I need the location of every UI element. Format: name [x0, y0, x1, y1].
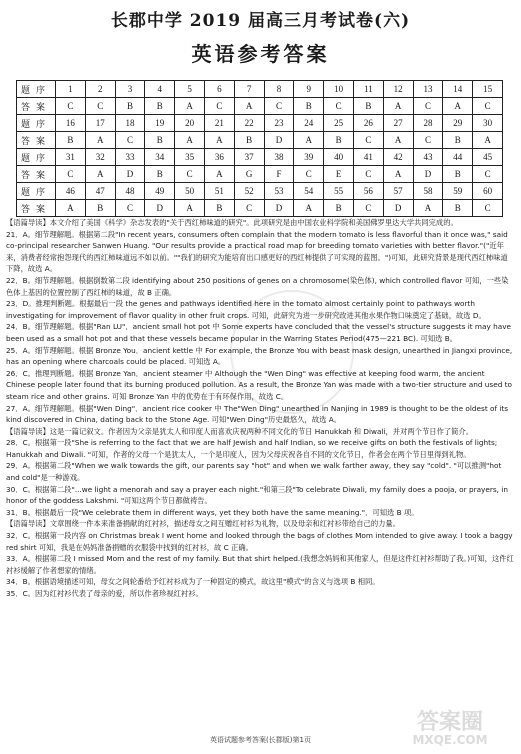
answer-letter: C: [204, 98, 234, 115]
answer-letter: A: [85, 166, 115, 183]
question-number: 17: [85, 115, 115, 132]
question-number: 41: [353, 149, 383, 166]
answer-letter: A: [204, 132, 234, 149]
question-number: 19: [145, 115, 175, 132]
question-number: 51: [204, 183, 234, 200]
logo-text: 答案圈: [416, 710, 483, 735]
answer-letter: C: [353, 166, 383, 183]
answer-letter: A: [85, 132, 115, 149]
answer-letter: D: [115, 166, 145, 183]
question-number: 59: [443, 183, 473, 200]
explanation-paragraph: 32．C。根据第一段内容 on Christmas break I went home and looked through the bags of clothes Mom intended to give away. I took a baggy red shirt 可知，我是在妈妈准备捐赠的衣服袋中找到的红衬衫，故 C 正确。: [6, 531, 513, 552]
answer-letter: G: [234, 166, 264, 183]
explanation-paragraph: 29．A。根据第二段"When we walk towards the gift, our parents say "hot" and when we walk farther away, they say "cold". "可以推测"hot and cold"是一种游戏。: [6, 461, 502, 483]
explanation-paragraph: 24．B。细节理解题。根据"Ran LU"．ancient small hot pot 中 Some experts have concluded that the vessel's structure suggests it may have been used as a small hot pot and that these vessels became popular in the Warring States Period(475—221 BC). 可知选 B。: [6, 322, 512, 343]
answer-letter: B: [204, 200, 234, 217]
row-label: 答案: [17, 166, 56, 183]
question-number: 50: [175, 183, 205, 200]
question-number: 38: [264, 149, 294, 166]
answer-letter: D: [413, 166, 443, 183]
answer-letter: B: [353, 98, 383, 115]
explanation-paragraph: 【语篇导读】这是一篇记叙文。作者因为父亲是犹太人和印度人而喜欢庆祝两种不同文化的节日 Hanukkah 和 Diwali，并对两个节日作了简介。: [6, 426, 474, 436]
answer-key-heading: 英语参考答案: [191, 42, 330, 66]
question-number: 39: [294, 149, 324, 166]
question-number: 27: [383, 115, 413, 132]
answer-letter: B: [324, 200, 354, 217]
answer-letter: F: [264, 166, 294, 183]
question-number: 20: [175, 115, 205, 132]
question-number: 2: [85, 81, 115, 98]
question-number: 30: [473, 115, 503, 132]
explanation-paragraph: 22．B。细节理解题。根据倒数第二段 identifying about 250 positions of genes on a chromosome(染色体), which controlled flavor 可知，一些染色体上基因的位置控制了西红柿的味道，故 B 正确。: [6, 275, 509, 297]
question-number: 18: [115, 115, 145, 132]
answer-letter: B: [443, 200, 473, 217]
question-number: 9: [294, 81, 324, 98]
answer-letter: A: [204, 166, 234, 183]
question-number: 13: [413, 81, 443, 98]
row-label: 题序: [17, 81, 56, 98]
answer-letter: B: [145, 166, 175, 183]
answer-letter: C: [264, 98, 294, 115]
answer-letter: C: [413, 132, 443, 149]
explanation-paragraph: 28．C。根据第一段"She is referring to the fact that we are half Jewish and half Indian, so we receive gifts on both the festivals of lights; Hanukkah and Diwali. "可知，作者的父母一个是犹太人，一个是印度人，因为父母庆祝各自不同的文化节日，作者会在两个节日里得到礼物。: [6, 438, 498, 459]
answer-letter: B: [115, 98, 145, 115]
page-footer: 英语试题参考答案(长郡版)第1页: [210, 736, 311, 744]
question-number: 45: [473, 149, 503, 166]
answer-letter: C: [413, 98, 443, 115]
question-number-row: [17, 149, 503, 166]
question-number: 48: [115, 183, 145, 200]
row-label: 题序: [17, 183, 56, 200]
question-number: 55: [324, 183, 354, 200]
question-number: 5: [175, 81, 205, 98]
answer-letter: B: [234, 132, 264, 149]
answer-letter: B: [56, 132, 86, 149]
answer-letter: C: [473, 166, 503, 183]
answer-letter: B: [85, 200, 115, 217]
question-number: 35: [175, 149, 205, 166]
answer-letter: A: [383, 166, 413, 183]
question-number: 25: [324, 115, 354, 132]
row-label: 题序: [17, 115, 56, 132]
explanation-paragraph: 26．C。推理判断题。根据 Bronze Yan．ancient steamer 中 Although the "Wen Ding" was effective at keeping food warm, the ancient Chinese people later found that its burning produced pollution. As a result, the Bronze Yan was made with a two-tier structure and used to steam rice and other grains. 可知 Bronze Yan 中的优势在于有环保作用，故选 C。: [6, 368, 512, 401]
question-number: 28: [413, 115, 443, 132]
answer-letter: A: [383, 132, 413, 149]
question-number: 44: [443, 149, 473, 166]
answer-letter: B: [443, 132, 473, 149]
answer-letter: D: [264, 132, 294, 149]
answer-letter: C: [85, 98, 115, 115]
explanation-paragraph: 35．C。因为红衬衫代表了母亲的爱，所以作者珍视红衬衫。: [6, 589, 203, 598]
question-number: 14: [443, 81, 473, 98]
question-number: 52: [234, 183, 264, 200]
question-number: 6: [204, 81, 234, 98]
answer-letter: C: [234, 200, 264, 217]
answer-letter: A: [175, 200, 205, 217]
answer-letter: C: [473, 98, 503, 115]
explanation-paragraph: 21．A。细节理解题。根据第二段"In recent years, consumers often complain that the modern tomato is less flavorful than it once was," said co-principal researcher Sanwen Huang. "Our results provide a practical road map for breeding tomato varieties with better flavor."("近年来，消费者经常抱怨现代的西红柿味道远不如以前。""我们的研究为能培育出口感更好的西红柿提供了可实现的蓝图。")可知，此研究背景是现代西红柿味道下降，故选 A。: [6, 229, 508, 274]
question-number: 42: [383, 149, 413, 166]
answer-row: [17, 166, 503, 183]
answer-letter: A: [234, 98, 264, 115]
row-label: 题序: [17, 149, 56, 166]
question-number: 37: [234, 149, 264, 166]
answer-letter: A: [383, 98, 413, 115]
answer-letter: D: [145, 200, 175, 217]
answer-letter: B: [324, 132, 354, 149]
answer-letter: B: [294, 98, 324, 115]
answer-table: [16, 80, 503, 217]
explanation-paragraph: 23．D。推理判断题。根据最后一段 the genes and pathways identified here in the tomato almost certainly point to pathways worth investigating for improvement of flavor quality in other fruit crops. 可知，此研究为进一步研究改进其他水果作物口味奠定了基础，故选 D。: [6, 299, 486, 320]
question-number: 32: [85, 149, 115, 166]
answer-letter: A: [294, 132, 324, 149]
question-number: 4: [145, 81, 175, 98]
row-label: 答案: [17, 132, 56, 149]
row-label: 答案: [17, 200, 56, 217]
question-number: 7: [234, 81, 264, 98]
answer-letter: C: [473, 200, 503, 217]
question-number: 3: [115, 81, 145, 98]
explanation-paragraph: 【语篇导读】本文介绍了美国《科学》杂志发表的"关于西红柿味道的研究"。此项研究是由中国农业科学院和美国佛罗里达大学共同完成的。: [6, 218, 458, 227]
site-logo-watermark: [385, 712, 515, 748]
question-number-row: [17, 183, 503, 200]
answer-letter: B: [443, 166, 473, 183]
question-number: 36: [204, 149, 234, 166]
answer-letter: A: [413, 200, 443, 217]
answer-letter: E: [324, 166, 354, 183]
explanation-paragraph: 25．A。细节理解题。根据 Bronze You．ancient kettle 中 For example, the Bronze You with beast mask design, unearthed in Jiangxi province, has an opening where charcoals could be placed. 可知选 A。: [6, 345, 513, 367]
answer-row: [17, 200, 503, 217]
answer-letter: C: [175, 166, 205, 183]
question-number: 12: [383, 81, 413, 98]
question-number: 1: [56, 81, 86, 98]
answer-row: [17, 132, 503, 149]
question-number: 23: [264, 115, 294, 132]
question-number: 40: [324, 149, 354, 166]
question-number: 58: [413, 183, 443, 200]
answer-letter: C: [56, 98, 86, 115]
question-number: 31: [56, 149, 86, 166]
answer-letter: B: [145, 98, 175, 115]
question-number: 26: [353, 115, 383, 132]
explanation-paragraph: 34．B。根据语境描述可知，母女之间轮番给予红衬衫成为了一种固定的模式，故这里"模式"的含义与选项 B 相同。: [6, 577, 380, 587]
question-number: 8: [264, 81, 294, 98]
answer-letter: C: [115, 132, 145, 149]
question-number: 22: [234, 115, 264, 132]
logo-url: MXQE.COM: [412, 733, 488, 747]
answer-letter: A: [294, 200, 324, 217]
question-number: 43: [413, 149, 443, 166]
question-number: 56: [353, 183, 383, 200]
question-number: 34: [145, 149, 175, 166]
answer-letter: C: [353, 132, 383, 149]
question-number: 15: [473, 81, 503, 98]
answer-letter: A: [443, 98, 473, 115]
question-number: 29: [443, 115, 473, 132]
explanation-paragraph: 30．C。根据第二段"...we light a menorah and say a prayer each night."和第三段"To celebrate Diwali, my family does a pooja, or prayers, in honor of the goddess Lakshmi. "可知这两个节日都做祷告。: [6, 484, 508, 506]
question-number: 49: [145, 183, 175, 200]
question-number: 21: [204, 115, 234, 132]
question-number: 10: [324, 81, 354, 98]
question-number: 54: [294, 183, 324, 200]
question-number: 24: [294, 115, 324, 132]
question-number: 53: [264, 183, 294, 200]
answer-row: [17, 98, 503, 115]
explanation-paragraph: 【语篇导读】文章围绕一件本来准备捐献的红衬衫，描述母女之间互赠红衬衫为礼物，以及母亲和红衬衫带给自己的力量。: [6, 519, 401, 529]
question-number: 46: [56, 183, 86, 200]
explanation-paragraph: 27．A。细节理解题。根据"Wen Ding"．ancient rice cooker 中 The"Wen Ding" unearthed in Nanjing in 1989 is thought to be the oldest of its kind discovered in China, dating back to the Stone Age. 可知"Wen Ding"历史最悠久，故选 A。: [6, 403, 509, 425]
answer-letter: D: [383, 200, 413, 217]
answer-letter: B: [145, 132, 175, 149]
question-number: 60: [473, 183, 503, 200]
explanation-paragraph: 31．B。根据最后一段"We celebrate them in different ways, yet they both have the same meaning."．可知选 B 项。: [6, 507, 419, 517]
exam-title: 长郡中学 2019 届高三月考试卷(六): [110, 11, 411, 31]
answer-letter: C: [353, 200, 383, 217]
question-number: 11: [353, 81, 383, 98]
question-number: 57: [383, 183, 413, 200]
question-number-row: [17, 115, 503, 132]
answer-letter: A: [473, 132, 503, 149]
answer-letter: C: [324, 98, 354, 115]
answer-letter: A: [175, 132, 205, 149]
explanation-paragraph: 33．A。根据第二段 I missed Mom and the rest of my family. But that shirt helped.(我想念妈妈和其他家人，但是这件红衬衫帮助了我。)可知，这件红衬衫缓解了作者想家的情绪。: [6, 554, 514, 575]
answer-letter: C: [56, 166, 86, 183]
question-number: 33: [115, 149, 145, 166]
question-number: 47: [85, 183, 115, 200]
answer-letter: C: [115, 200, 145, 217]
explanations: [6, 217, 515, 600]
question-number: 16: [56, 115, 86, 132]
row-label: 答案: [17, 98, 56, 115]
question-number-row: [17, 81, 503, 98]
answer-letter: C: [294, 166, 324, 183]
answer-letter: A: [56, 200, 86, 217]
answer-letter: D: [264, 200, 294, 217]
answer-letter: A: [175, 98, 205, 115]
